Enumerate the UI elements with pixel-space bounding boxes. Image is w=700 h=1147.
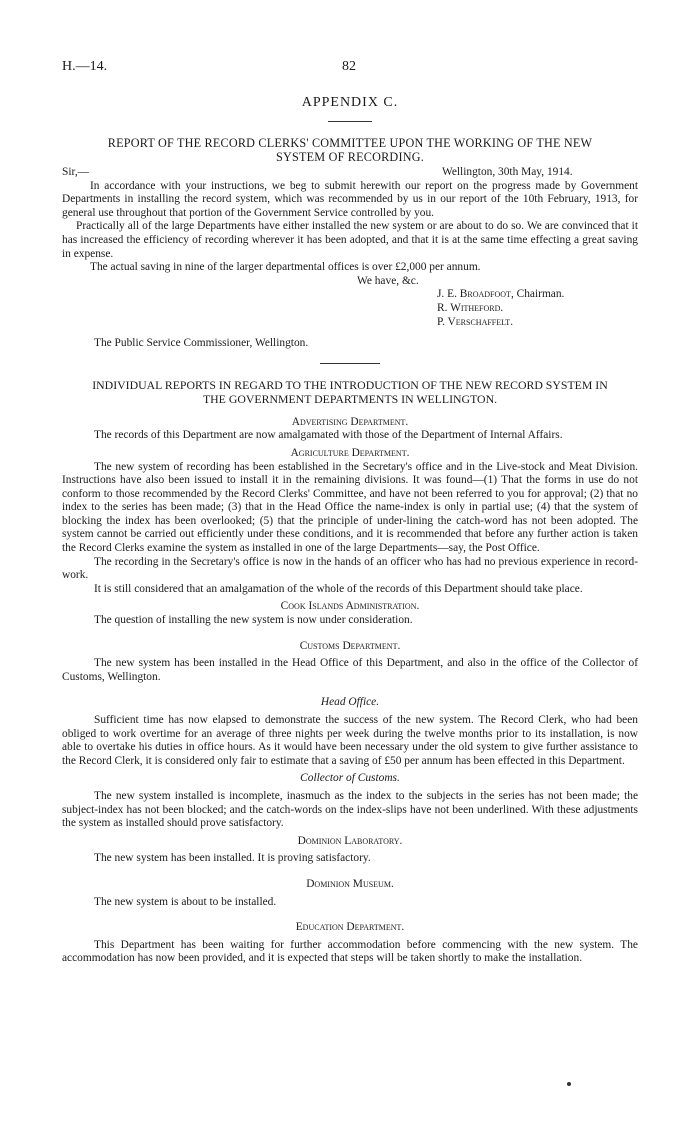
signatory-2 <box>437 302 638 316</box>
report-paragraph-3: The actual saving in nine of the larger departmental offices is over £2,000 per annum. <box>90 261 481 274</box>
report-title <box>62 136 638 164</box>
signatory-1 <box>437 288 638 302</box>
report-title-line-2: SYSTEM OF RECORDING. <box>276 149 424 164</box>
collector-paragraph: The new system installed is incomplete, inasmuch as the index to the subjects in the series has not been made; the subject-index has not been blocked; and the catch-words on the index-slips have not been underlined. With these adjustments the system as installed should prove satisfactory. <box>62 789 638 830</box>
report-title-line-1: REPORT OF THE RECORD CLERKS' COMMITTEE UPON THE WORKING OF THE NEW <box>107 135 593 150</box>
signatory-role: , Chairman. <box>510 288 565 301</box>
education-paragraph: This Department has been waiting for further accommodation before commencing with the new system. The accommodation has now been provided, and it is expected that steps will be taken shortly to make the installation. <box>62 938 638 965</box>
signatory-3 <box>437 316 638 330</box>
heading-cook-islands: Cook Islands Administration. <box>280 600 420 613</box>
addressee: The Public Service Commissioner, Wellington. <box>94 337 309 350</box>
agriculture-paragraph-2: The recording in the Secretary's office is now in the hands of an officer who has had no previous experience in record-work. <box>62 555 638 582</box>
heading-dominion-museum: Dominion Museum. <box>306 877 394 890</box>
report-paragraph-2: Practically all of the large Departments have either installed the new system or are about to do so. We are convinced that it has increased the efficiency of recording wherever it has been adopted, and that it is at the same time effecting a great saving in expense. <box>62 220 638 260</box>
individual-title-line-2: THE GOVERNMENT DEPARTMENTS IN WELLINGTON. <box>202 391 498 406</box>
head-office-paragraph: Sufficient time has now elapsed to demonstrate the success of the new system. The Record Clerk, who had been obliged to work overtime for an average of three nights per week during the twelve months prior to its installation, is now able to overtake his duties in office hours. As it would have been necessary under the old system to give further assistance to the Record Clerk, it is considered only fair to estimate that a saving of £50 per annum has been effected in this Department. <box>62 714 638 767</box>
heading-education: Education Department. <box>295 921 405 934</box>
signatory-name: R. Witheford <box>437 301 501 314</box>
dominion-laboratory-paragraph: The new system has been installed. It is proving satisfactory. <box>94 852 371 865</box>
page-header <box>62 60 638 82</box>
signatory-name: P. Verschaffelt <box>437 315 511 328</box>
appendix-title: APPENDIX C. <box>301 95 399 110</box>
signatory-role: . <box>500 301 504 314</box>
advertising-paragraph: The records of this Department are now amalgamated with those of the Department of Internal Affairs. <box>94 429 563 442</box>
cook-islands-paragraph: The question of installing the new system is now under consideration. <box>94 614 413 627</box>
heading-customs: Customs Department. <box>299 639 401 652</box>
report-paragraph-1: In accordance with your instructions, we beg to submit herewith our report on the progress made by Government Departments in installing the record system, which was recommended by us in our report of the 10th February, 1913, for general use throughout that portion of the Government Service controlled by you. <box>62 179 638 219</box>
place-date: Wellington, 30th May, 1914. <box>442 165 573 178</box>
heading-head-office: Head Office. <box>320 696 380 709</box>
individual-title-line-1: INDIVIDUAL REPORTS IN REGARD TO THE INTRODUCTION OF THE NEW RECORD SYSTEM IN <box>92 377 608 392</box>
agriculture-paragraph-3: It is still considered that an amalgamation of the whole of the records of this Department should take place. <box>94 582 583 595</box>
dominion-museum-paragraph: The new system is about to be installed. <box>94 895 277 908</box>
agriculture-paragraph-1: The new system of recording has been established in the Secretary's office and in the Live-stock and Meat Division. Instructions have also been issued to install it in the remaining divisions. It was found—(1) That the forms in use do not conform to those recommended by the Record Clerks' Committee, and have not been referred to you for approval; (2) that no index to the series has been made; (3) that in the Head Office the name-index is only in partial use; (4) that the system of blocking the index has been overlooked; (5) that the principle of under-lining the catch-word has not been adopted. The system cannot be carried out efficiently under these conditions, and it is recommended that before any further action is taken the Record Clerks examine the system as installed in one of the large Departments—say, the Post Office. <box>62 460 638 555</box>
closing: We have, &c. <box>357 274 419 287</box>
signatory-name: J. E. Broadfoot <box>437 288 511 301</box>
individual-reports-title <box>62 378 638 406</box>
signatory-role: . <box>510 315 514 328</box>
title-divider <box>328 121 372 122</box>
page-number: 82 <box>342 59 356 74</box>
stray-mark <box>567 1082 571 1086</box>
customs-paragraph: The new system has been installed in the Head Office of this Department, and also in the office of the Collector of Customs, Wellington. <box>62 657 638 683</box>
heading-dominion-laboratory: Dominion Laboratory. <box>297 834 403 847</box>
salutation-row <box>62 166 638 180</box>
heading-agriculture: Agriculture Department. <box>290 446 410 459</box>
heading-advertising: Advertising Department. <box>291 415 409 428</box>
salutation: Sir,— <box>62 165 90 178</box>
heading-collector-of-customs: Collector of Customs. <box>300 772 400 785</box>
section-divider <box>320 363 380 364</box>
document-reference: H.—14. <box>62 59 108 74</box>
